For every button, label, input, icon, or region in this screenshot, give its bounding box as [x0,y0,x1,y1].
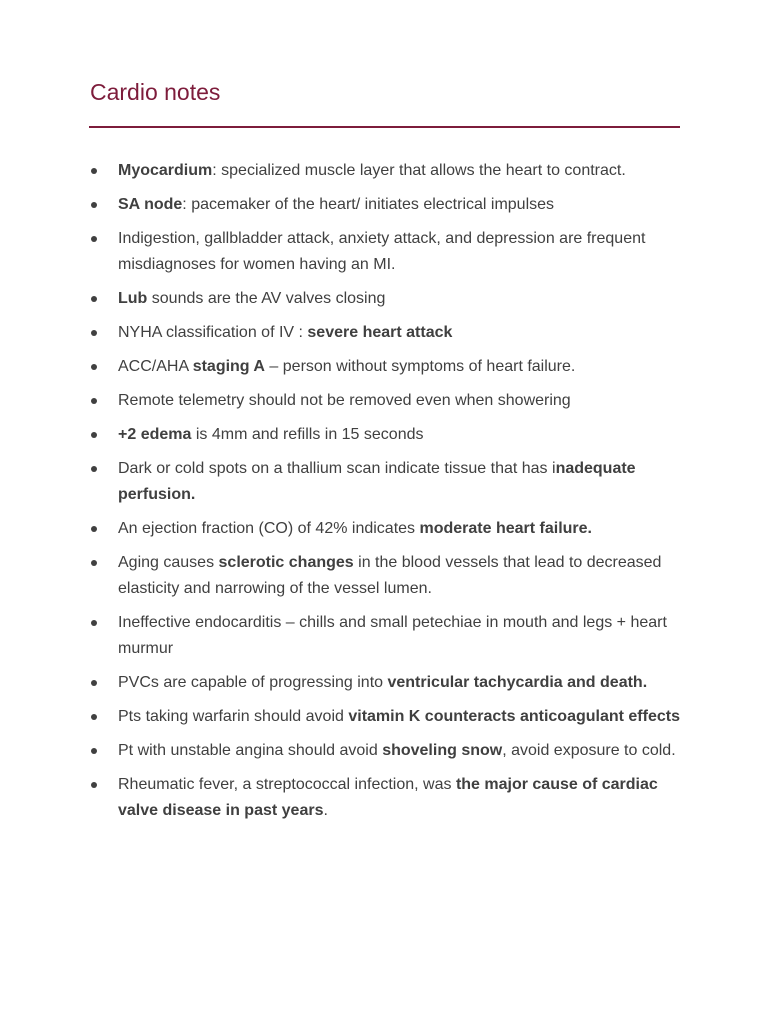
note-text [118,520,592,537]
bullet-icon [91,782,97,788]
note-text [118,358,575,375]
note-item [90,516,690,542]
note-item [90,772,690,824]
bullet-icon [91,680,97,686]
note-emphasis: SA node [118,196,183,213]
document-title: Cardio notes [90,79,221,105]
note-item [90,226,690,278]
note-text [118,776,658,819]
note-text-segment: NYHA classification of IV : [118,324,308,341]
bullet-icon [91,714,97,720]
note-text-segment: in the blood vessels that lead to decreased elasticity and narrowing of the vessel lumen. [118,554,662,597]
note-text-segment: Aging causes [118,554,219,571]
bullet-icon [91,330,97,336]
note-text-segment: sounds are the AV valves closing [147,290,386,307]
note-text [118,290,385,307]
note-text-segment: , avoid exposure to cold. [502,742,676,759]
note-text-segment: An ejection fraction (CO) of 42% indicates [118,520,420,537]
note-text-segment: Rheumatic fever, a streptococcal infection, was [118,776,456,793]
note-text [118,614,667,657]
bullet-icon [91,432,97,438]
note-emphasis: staging A [192,358,265,375]
note-item [90,354,690,380]
note-text [118,708,680,725]
note-item [90,388,690,414]
note-emphasis: +2 edema [118,426,192,443]
note-text-segment: PVCs are capable of progressing into [118,674,388,691]
note-text-segment: Ineffective endocarditis – chills and small petechiae in mouth and legs + heart murmur [118,614,667,657]
bullet-icon [91,364,97,370]
note-emphasis: sclerotic changes [218,554,354,571]
bullet-icon [91,398,97,404]
bullet-icon [91,748,97,754]
note-text-segment: Indigestion, gallbladder attack, anxiety attack, and depression are frequent misdiagnoses for women having an MI. [118,230,646,273]
note-emphasis: moderate heart failure. [419,520,592,537]
note-text-segment: : pacemaker of the heart/ initiates electrical impulses [182,196,555,213]
note-text [118,324,452,341]
note-item [90,670,690,696]
bullet-icon [91,560,97,566]
bullet-icon [91,202,97,208]
bullet-icon [91,236,97,242]
note-emphasis: ventricular tachycardia and death. [387,674,648,691]
note-emphasis: nadequate perfusion. [118,460,636,503]
note-item [90,704,690,730]
note-text-segment: – person without symptoms of heart failure. [264,358,576,375]
note-text [118,460,636,503]
note-item [90,610,690,662]
title-divider [89,126,680,128]
bullet-icon [91,620,97,626]
note-text [118,162,626,179]
note-item [90,320,690,346]
note-text-segment: ACC/AHA [118,358,193,375]
note-text [118,674,647,691]
note-text [118,392,571,409]
note-text-segment: Pts taking warfarin should avoid [118,708,349,725]
note-text-segment: : specialized muscle layer that allows the heart to contract. [212,162,626,179]
note-text [118,742,676,759]
note-item [90,550,690,602]
note-item [90,738,690,764]
note-emphasis: vitamin K counteracts anticoagulant effects [348,708,680,725]
note-item [90,158,690,184]
note-item [90,456,690,508]
note-emphasis: shoveling snow [382,742,503,759]
note-text [118,554,661,597]
note-text-segment: . [323,802,328,819]
note-item [90,422,690,448]
note-text [118,230,645,273]
bullet-icon [91,526,97,532]
note-text [118,196,554,213]
bullet-icon [91,466,97,472]
note-item [90,286,690,312]
note-item [90,192,690,218]
note-text-segment: Dark or cold spots on a thallium scan indicate tissue that has i [118,460,556,477]
note-text [118,426,424,443]
bullet-icon [91,168,97,174]
note-emphasis: Myocardium [118,162,213,179]
notes-list [90,158,690,832]
note-text-segment: Remote telemetry should not be removed even when showering [118,392,571,409]
note-text-segment: is 4mm and refills in 15 seconds [191,426,424,443]
bullet-icon [91,296,97,302]
note-text-segment: Pt with unstable angina should avoid [118,742,383,759]
note-emphasis: Lub [118,290,148,307]
note-emphasis: severe heart attack [307,324,453,341]
note-emphasis: the major cause of cardiac valve disease in past years [118,776,658,819]
